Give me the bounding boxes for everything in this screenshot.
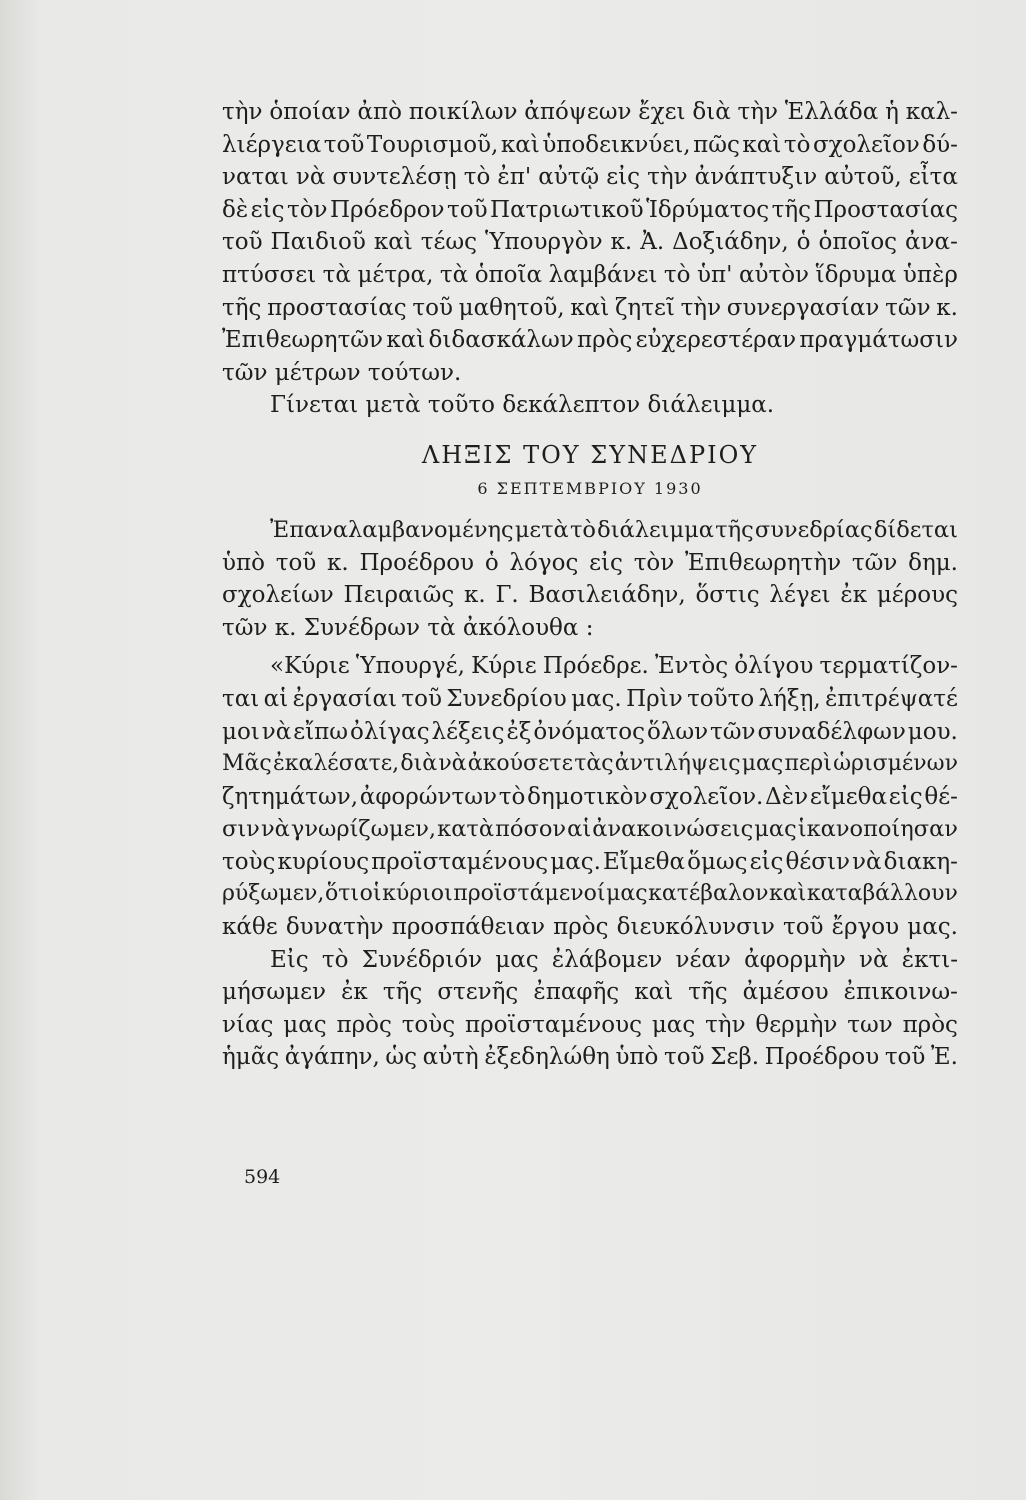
paragraph-p3: [222, 514, 958, 644]
text-line: τὴν ὁποίαν ἀπὸ ποικίλων ἀπόψεων ἔχει διὰ τὴν Ἑλλάδα ἡ καλ-: [222, 99, 958, 125]
text-line: νίας μας πρὸς τοὺς προϊσταμένους μας τὴν θερμὴν των πρὸς: [222, 1011, 958, 1038]
text-line: τῆς προστασίας τοῦ μαθητοῦ, καὶ ζητεῖ τὴν συνεργασίαν τῶν κ.: [222, 294, 958, 321]
text-line: λιέργεια τοῦ Τουρισμοῦ, καὶ ὑποδεικνύει, πῶς καὶ τὸ σχολεῖον δύ-: [222, 131, 958, 158]
text-line: τοῦ Παιδιοῦ καὶ τέως Ὑπουργὸν κ. Ἀ. Δοξιάδην, ὁ ὁποῖος ἀνα-: [222, 229, 958, 256]
text-line: μήσωμεν ἐκ τῆς στενῆς ἐπαφῆς καὶ τῆς ἀμέσου ἐπικοινω-: [222, 979, 958, 1006]
text-line: ται αἱ ἐργασίαι τοῦ Συνεδρίου μας. Πρὶν τοῦτο λήξῃ, ἐπιτρέψατέ: [222, 685, 958, 712]
text-line: τοὺς κυρίους προϊσταμένους μας. Εἴμεθα ὅμως εἰς θέσιν νὰ διακη-: [222, 848, 958, 875]
paragraph-p2: [222, 389, 958, 422]
text-line: Ἐπαναλαμβανομένης μετὰ τὸ διάλειμμα τῆς συνεδρίας δίδεται: [270, 516, 958, 543]
text-line: ρύξωμεν, ὅτι οἱ κύριοι προϊστάμενοί μας κατέβαλον καὶ καταβάλλουν: [222, 881, 958, 907]
page-text: [222, 96, 958, 1074]
text-line: ναται νὰ συντελέσῃ τὸ ἐπ' αὐτῷ εἰς τὴν ἀνάπτυξιν αὐτοῦ, εἶτα: [222, 164, 958, 191]
text-line: ζητημάτων, ἀφορώντων τὸ δημοτικὸν σχολεῖον. Δὲν εἴμεθα εἰς θέ-: [222, 783, 958, 810]
text-line: πτύσσει τὰ μέτρα, τὰ ὁποῖα λαμβάνει τὸ ὑπ' αὐτὸν ἵδρυμα ὑπὲρ: [222, 261, 958, 288]
text-line: μοι νὰ εἴπω ὀλίγας λέξεις ἐξ ὀνόματος ὅλων τῶν συναδέλφων μου.: [222, 718, 958, 745]
text-line: Εἰς τὸ Συνέδριόν μας ἐλάβομεν νέαν ἀφορμὴν νὰ ἐκτι-: [270, 946, 958, 973]
text-line: κάθε δυνατὴν προσπάθειαν πρὸς διευκόλυνσιν τοῦ ἔργου μας.: [222, 914, 958, 941]
text-line: Γίνεται μετὰ τοῦτο δεκάλεπτον διάλειμμα.: [270, 392, 775, 419]
text-line: ὑπὸ τοῦ κ. Προέδρου ὁ λόγος εἰς τὸν Ἐπιθεωρητὴν τῶν δημ.: [222, 549, 958, 576]
text-line: Μᾶς ἐκαλέσατε, διὰ νὰ ἀκούσετε τὰς ἀντιλήψεις μας περὶ ὡρισμένων: [222, 751, 958, 777]
text-line: δὲ εἰς τὸν Πρόεδρον τοῦ Πατριωτικοῦ Ἱδρύματος τῆς Προστασίας: [222, 196, 958, 223]
section-heading: ΛΗΞΙΣ ΤΟΥ ΣΥΝΕΔΡΙΟΥ: [421, 440, 759, 469]
paragraph-p1: [222, 96, 958, 389]
text-line: τῶν κ. Συνέδρων τὰ ἀκόλουθα :: [222, 614, 594, 641]
section-date: 6 ΣΕΠΤΕΜΒΡΙΟΥ 1930: [477, 478, 703, 498]
text-line: Ἐπιθεωρητῶν καὶ διδασκάλων πρὸς εὐχερεστέραν πραγμάτωσιν: [222, 327, 958, 354]
text-line: τῶν μέτρων τούτων.: [222, 359, 462, 386]
paragraph-p5: [222, 944, 958, 1074]
text-line: σχολείων Πειραιῶς κ. Γ. Βασιλειάδην, ὅστις λέγει ἐκ μέρους: [222, 582, 958, 609]
paragraph-p4: [222, 650, 958, 943]
page-number: 594: [244, 1166, 281, 1188]
text-line: σιν νὰ γνωρίζωμεν, κατὰ πόσον αἱ ἀνακοινώσεις μας ἱκανοποίησαν: [222, 816, 958, 843]
text-line: ἡμᾶς ἀγάπην, ὡς αὐτὴ ἐξεδηλώθη ὑπὸ τοῦ Σεβ. Προέδρου τοῦ Ἐ.: [222, 1044, 958, 1071]
text-line: «Κύριε Ὑπουργέ, Κύριε Πρόεδρε. Ἐντὸς ὀλίγου τερματίζον-: [270, 653, 958, 680]
